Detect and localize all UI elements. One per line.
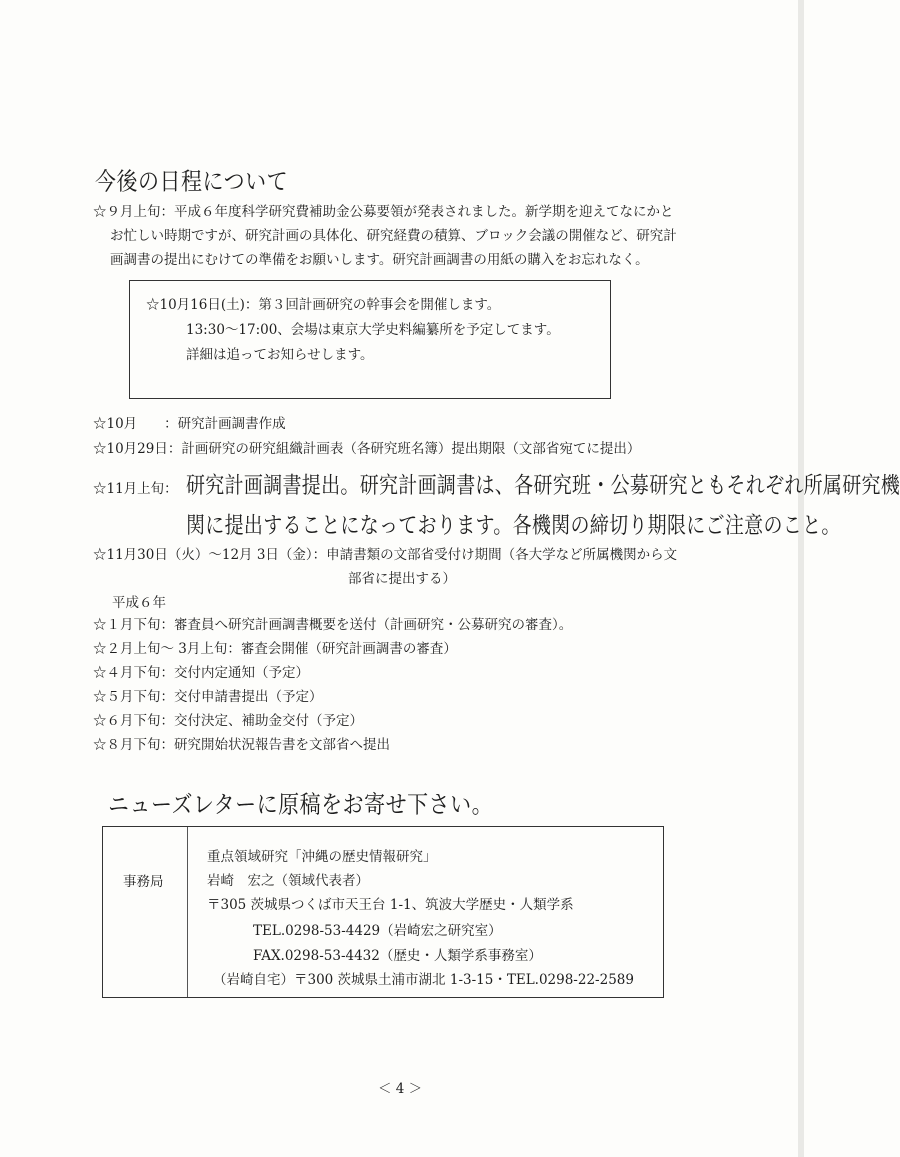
office-rep: 岩崎 宏之（領域代表者） [207,873,369,889]
year-label: 平成６年 [112,595,166,611]
office-home: （岩崎自宅）〒300 茨城県土浦市湖北 1-3-15・TEL.0298-22-2589 [213,972,634,988]
nov30-line-2: 部省に提出する） [348,571,456,587]
meeting-line-2: 13:30〜17:00、会場は東京大学史料編纂所を予定してます。 [186,322,560,338]
apr-item: ☆４月下旬：交付内定通知（予定） [93,665,309,681]
oct29-item: ☆10月29日：計画研究の研究組織計画表（各研究班名簿）提出期限（文部省宛てに提出） [93,441,641,457]
jun-item: ☆６月下旬：交付決定、補助金交付（予定） [93,713,363,729]
may-item: ☆５月下旬：交付申請書提出（予定） [93,689,323,705]
feb-item: ☆２月上旬〜 3月上旬：審査会開催（研究計画調書の審査） [93,641,457,657]
page-edge-shadow [798,0,804,1157]
office-label: 事務局 [123,874,164,890]
oct-item: ☆10月 ：研究計画調書作成 [93,416,286,432]
page-number: ＜ 4 ＞ [378,1081,423,1097]
meeting-line-3: 詳細は追ってお知らせします。 [186,347,374,363]
sep-line-3: 画調書の提出にむけての準備をお願いします。研究計画調書の用紙の購入をお忘れなく。 [110,252,649,268]
sep-line-1: ☆９月上旬：平成６年度科学研究費補助金公募要領が発表されました。新学期を迎えてなにかと [93,204,674,220]
office-project: 重点領域研究「沖縄の歴史情報研究」 [207,849,437,865]
office-contact-box [102,826,664,998]
nov-label: ☆11月上旬： [93,481,178,497]
nov-line-1: 研究計画調書提出。研究計画調書は、各研究班・公募研究ともそれぞれ所属研究機 [186,472,900,500]
office-fax: FAX.0298-53-4432（歴史・人類学系事務室） [253,948,542,964]
newsletter-title: ニューズレターに原稿をお寄せ下さい。 [108,790,494,819]
office-divider [187,827,188,997]
schedule-title: 今後の日程について [95,167,289,196]
office-address: 〒305 茨城県つくば市天王台 1-1、筑波大学歴史・人類学系 [207,897,574,913]
office-tel: TEL.0298-53-4429（岩崎宏之研究室） [253,923,502,939]
nov-line-2: 関に提出することになっております。各機関の締切り期限にご注意のこと。 [186,512,841,540]
jan-item: ☆１月下旬：審査員へ研究計画調書概要を送付（計画研究・公募研究の審査）。 [93,617,573,633]
meeting-line-1: ☆10月16日(土)：第３回計画研究の幹事会を開催します。 [146,297,501,313]
meeting-notice-box [129,280,611,399]
aug-item: ☆８月下旬：研究開始状況報告書を文部省へ提出 [93,737,390,753]
sep-line-2: お忙しい時期ですが、研究計画の具体化、研究経費の積算、ブロック会議の開催など、研究計 [110,228,677,244]
nov30-line-1: ☆11月30日（火）〜12月 3日（金）：申請書類の文部省受付け期間（各大学など所属機関から文 [93,547,678,563]
